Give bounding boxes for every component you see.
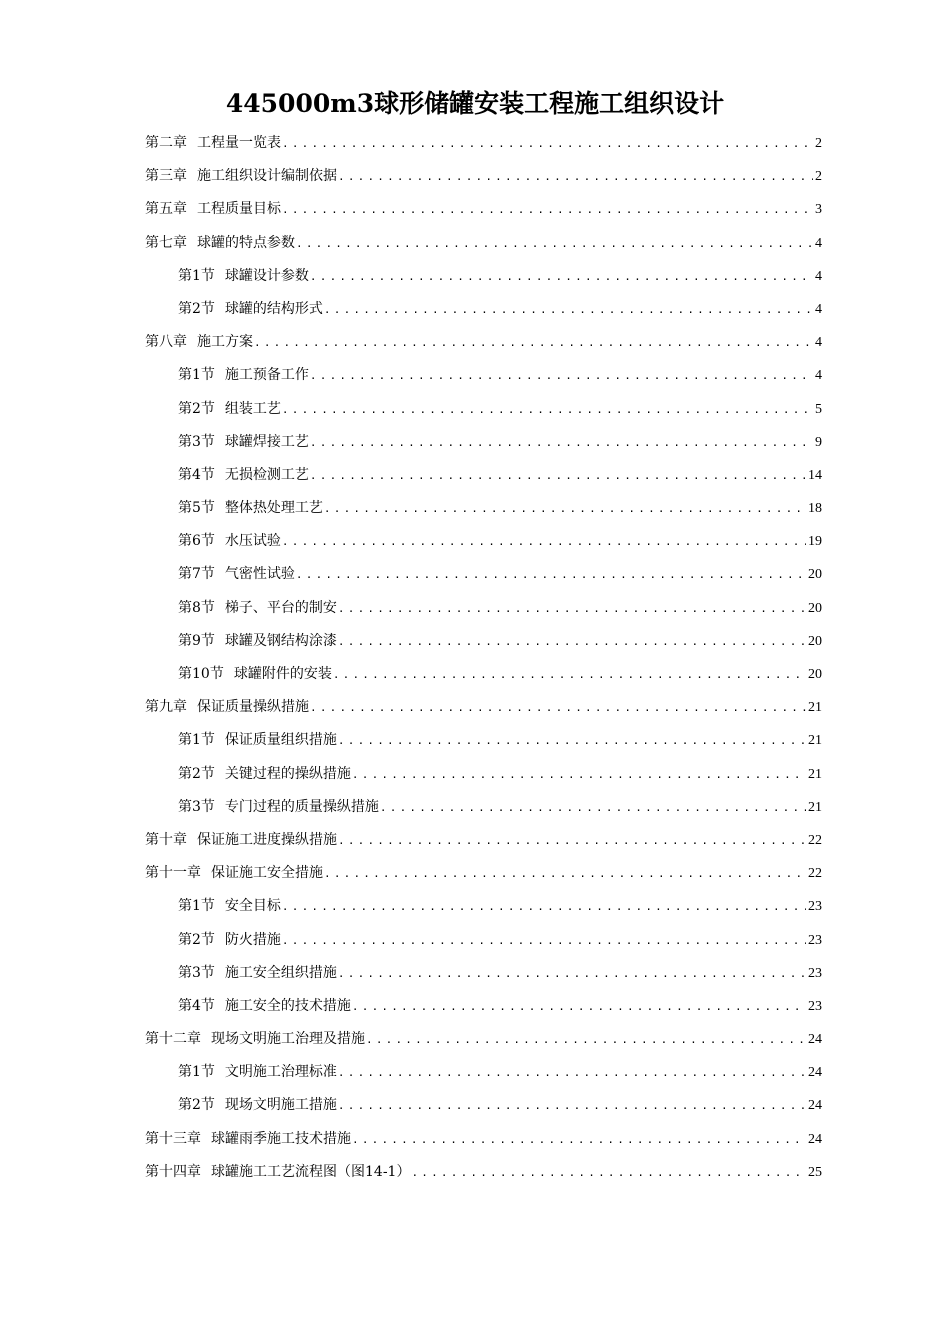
- toc-chapter-entry[interactable]: [145, 227, 822, 260]
- toc-page-number: 23: [808, 965, 822, 981]
- toc-dot-leader: [411, 1156, 806, 1189]
- toc-entry-title: 球罐雨季施工技术措施: [211, 1130, 351, 1147]
- toc-entry-number: 第1节: [178, 732, 215, 749]
- toc-entry-number: 第八章: [145, 334, 187, 351]
- toc-entry-label: [178, 924, 281, 957]
- toc-entry-title: 安全目标: [224, 898, 281, 915]
- toc-entry-number: 第十二章: [145, 1031, 201, 1048]
- toc-dot-leader: [282, 525, 806, 558]
- toc-dot-leader: [296, 558, 806, 591]
- toc-section-entry[interactable]: [145, 890, 822, 923]
- toc-chapter-entry[interactable]: [145, 824, 822, 857]
- toc-entry-number: 第6节: [178, 533, 215, 550]
- toc-dot-leader: [310, 459, 806, 492]
- toc-entry-title: 施工安全组织措施: [224, 964, 337, 981]
- toc-dot-leader: [310, 426, 813, 459]
- toc-entry-title: 施工安全的技术措施: [224, 997, 351, 1014]
- toc-entry-number: 第2节: [178, 931, 215, 948]
- toc-chapter-entry[interactable]: [145, 1023, 822, 1056]
- toc-entry-number: 第7节: [178, 566, 215, 583]
- toc-chapter-entry[interactable]: [145, 691, 822, 724]
- toc-entry-number: 第2节: [178, 300, 215, 317]
- toc-dot-leader: [338, 1089, 806, 1122]
- toc-entry-label: [178, 459, 309, 492]
- toc-entry-title: 现场文明施工措施: [224, 1097, 337, 1114]
- toc-entry-label: [145, 1156, 410, 1189]
- toc-entry-label: [145, 857, 323, 890]
- toc-dot-leader: [282, 393, 813, 426]
- toc-entry-title: 球罐附件的安装: [233, 666, 332, 682]
- toc-entry-title: 整体热处理工艺: [224, 500, 323, 517]
- toc-entry-number: 第3节: [178, 433, 215, 450]
- toc-chapter-entry[interactable]: [145, 857, 822, 890]
- toc-dot-leader: [310, 359, 813, 392]
- toc-entry-number: 第三章: [145, 168, 187, 185]
- toc-dot-leader: [338, 724, 806, 757]
- toc-page-number: 24: [808, 1131, 822, 1147]
- toc-section-entry[interactable]: [145, 492, 822, 525]
- toc-entry-title: 梯子、平台的制安: [224, 599, 337, 616]
- toc-entry-title: 防火措施: [224, 931, 281, 948]
- toc-entry-label: [145, 1023, 365, 1056]
- toc-page-number: 2: [815, 169, 822, 185]
- toc-dot-leader: [338, 1056, 806, 1089]
- toc-entry-title: 球罐设计参数: [224, 267, 309, 284]
- toc-entry-label: [178, 791, 379, 824]
- toc-dot-leader: [282, 890, 806, 923]
- toc-dot-leader: [338, 592, 806, 625]
- toc-entry-label: [178, 957, 337, 990]
- toc-dot-leader: [333, 658, 806, 691]
- toc-page-number: 20: [808, 567, 822, 583]
- toc-page-number: 14: [808, 467, 822, 483]
- toc-entry-number: 第4节: [178, 997, 215, 1014]
- toc-section-entry[interactable]: [145, 791, 822, 824]
- toc-dot-leader: [310, 260, 813, 293]
- toc-entry-title: 水压试验: [224, 533, 281, 550]
- toc-entry-label: [178, 758, 351, 791]
- toc-page-number: 9: [815, 434, 822, 450]
- table-of-contents: [145, 127, 822, 1189]
- toc-entry-number: 第4节: [178, 466, 215, 483]
- toc-page-number: 24: [808, 1098, 822, 1114]
- toc-section-entry[interactable]: [145, 592, 822, 625]
- toc-page-number: 22: [808, 866, 822, 882]
- toc-entry-title: 现场文明施工治理及措施: [211, 1031, 365, 1048]
- toc-entry-label: [145, 193, 281, 226]
- toc-entry-label: [145, 1123, 351, 1156]
- toc-entry-label: [178, 525, 281, 558]
- toc-page-number: 21: [808, 733, 822, 749]
- toc-entry-label: [145, 160, 337, 193]
- toc-page-number: 2: [815, 136, 822, 151]
- toc-entry-title: 球罐施工工艺流程图（图14-1）: [211, 1163, 411, 1180]
- toc-section-entry[interactable]: [145, 426, 822, 459]
- toc-entry-label: [178, 890, 281, 923]
- toc-page-number: 20: [808, 633, 822, 649]
- toc-page-number: 5: [815, 401, 822, 417]
- toc-chapter-entry[interactable]: [145, 1156, 822, 1189]
- toc-section-entry[interactable]: [145, 724, 822, 757]
- toc-section-entry[interactable]: [145, 625, 822, 658]
- toc-section-entry[interactable]: [145, 1056, 822, 1089]
- toc-page-number: 20: [808, 667, 822, 682]
- toc-dot-leader: [324, 857, 806, 890]
- toc-entry-number: 第1节: [178, 898, 215, 915]
- toc-dot-leader: [380, 791, 806, 824]
- toc-entry-number: 第9节: [178, 632, 215, 649]
- toc-entry-title: 保证施工安全措施: [211, 865, 323, 882]
- toc-page-number: 4: [815, 368, 822, 384]
- toc-page-number: 23: [808, 998, 822, 1014]
- toc-entry-title: 施工组织设计编制依据: [197, 168, 337, 185]
- toc-entry-number: 第七章: [145, 234, 187, 251]
- toc-page-number: 3: [815, 202, 822, 218]
- toc-dot-leader: [296, 227, 813, 260]
- toc-entry-number: 第3节: [178, 964, 215, 981]
- toc-dot-leader: [324, 293, 813, 326]
- toc-entry-title: 文明施工治理标准: [224, 1064, 337, 1081]
- toc-entry-title: 关键过程的操纵措施: [224, 765, 351, 782]
- toc-entry-title: 气密性试验: [224, 566, 295, 583]
- toc-page-number: 4: [815, 301, 822, 317]
- toc-entry-number: 第十四章: [145, 1163, 201, 1180]
- toc-dot-leader: [338, 160, 813, 193]
- toc-entry-label: [178, 990, 351, 1023]
- toc-section-entry[interactable]: [145, 293, 822, 326]
- toc-chapter-entry[interactable]: [145, 326, 822, 359]
- toc-entry-label: [178, 260, 309, 293]
- toc-entry-label: [178, 293, 323, 326]
- toc-dot-leader: [282, 924, 806, 957]
- toc-entry-label: [178, 724, 337, 757]
- toc-page-number: 4: [815, 335, 822, 351]
- toc-page-number: 25: [808, 1164, 822, 1180]
- toc-entry-number: 第8节: [178, 599, 215, 616]
- toc-dot-leader: [366, 1023, 806, 1056]
- toc-entry-title: 球罐及钢结构涂漆: [224, 632, 337, 649]
- toc-entry-label: [178, 393, 281, 426]
- toc-section-entry[interactable]: [145, 924, 822, 957]
- toc-page-number: 21: [808, 766, 822, 782]
- toc-entry-label: [178, 658, 332, 691]
- toc-entry-label: [178, 426, 309, 459]
- toc-page-number: 18: [808, 501, 822, 517]
- toc-dot-leader: [324, 492, 806, 525]
- toc-entry-title: 组装工艺: [224, 400, 281, 417]
- toc-entry-label: [145, 326, 253, 359]
- toc-entry-title: 施工方案: [197, 334, 253, 351]
- toc-entry-label: [178, 625, 337, 658]
- toc-entry-label: [145, 227, 295, 260]
- toc-page-number: 24: [808, 1065, 822, 1081]
- toc-chapter-entry[interactable]: [145, 193, 822, 226]
- toc-entry-number: 第十章: [145, 831, 187, 848]
- toc-entry-title: 球罐焊接工艺: [224, 433, 309, 450]
- toc-page-number: 24: [808, 1032, 822, 1048]
- toc-entry-number: 第十一章: [145, 865, 201, 882]
- toc-entry-number: 第1节: [178, 267, 215, 284]
- toc-entry-label: [178, 1089, 337, 1122]
- toc-dot-leader: [254, 326, 813, 359]
- toc-entry-title: 保证质量组织措施: [224, 732, 337, 749]
- toc-entry-label: [145, 824, 337, 857]
- toc-chapter-entry[interactable]: [145, 1123, 822, 1156]
- toc-entry-label: [145, 127, 281, 160]
- toc-entry-number: 第1节: [178, 1064, 215, 1081]
- toc-page-number: 23: [808, 899, 822, 915]
- toc-entry-title: 球罐的特点参数: [197, 234, 295, 251]
- toc-entry-title: 保证施工进度操纵措施: [197, 831, 337, 848]
- toc-entry-label: [178, 592, 337, 625]
- toc-entry-number: 第2节: [178, 1097, 215, 1114]
- toc-dot-leader: [338, 824, 806, 857]
- toc-entry-number: 第2节: [178, 400, 215, 417]
- toc-section-entry[interactable]: [145, 525, 822, 558]
- toc-entry-title: 专门过程的质量操纵措施: [224, 798, 379, 815]
- toc-section-entry[interactable]: [145, 957, 822, 990]
- toc-dot-leader: [338, 957, 806, 990]
- toc-page-number: 4: [815, 268, 822, 284]
- toc-entry-number: 第二章: [145, 135, 187, 151]
- toc-entry-number: 第1节: [178, 367, 215, 384]
- toc-section-entry[interactable]: [145, 359, 822, 392]
- toc-entry-number: 第10节: [178, 666, 224, 682]
- toc-entry-label: [178, 558, 295, 591]
- toc-section-entry[interactable]: [145, 558, 822, 591]
- toc-entry-title: 工程量一览表: [197, 135, 281, 151]
- toc-dot-leader: [352, 1123, 806, 1156]
- toc-section-entry[interactable]: [145, 459, 822, 492]
- toc-page-number: 22: [808, 832, 822, 848]
- toc-entry-title: 施工预备工作: [224, 367, 309, 384]
- toc-entry-label: [178, 1056, 337, 1089]
- toc-dot-leader: [352, 990, 806, 1023]
- toc-entry-title: 球罐的结构形式: [224, 300, 323, 317]
- toc-entry-title: 保证质量操纵措施: [197, 699, 309, 716]
- toc-dot-leader: [282, 193, 813, 226]
- toc-section-entry[interactable]: [145, 393, 822, 426]
- toc-section-entry[interactable]: [145, 990, 822, 1023]
- toc-chapter-entry[interactable]: [145, 127, 822, 160]
- toc-entry-title: 无损检测工艺: [224, 466, 309, 483]
- toc-page-number: 4: [815, 235, 822, 251]
- page-title: 445000m3球形储罐安装工程施工组织设计: [225, 89, 725, 118]
- toc-entry-label: [178, 492, 323, 525]
- toc-dot-leader: [338, 625, 806, 658]
- toc-entry-number: 第2节: [178, 765, 215, 782]
- toc-dot-leader: [282, 127, 813, 160]
- toc-page-number: 23: [808, 932, 822, 948]
- toc-dot-leader: [310, 691, 806, 724]
- toc-entry-number: 第3节: [178, 798, 215, 815]
- toc-section-entry[interactable]: [145, 658, 822, 691]
- toc-entry-number: 第十三章: [145, 1130, 201, 1147]
- toc-entry-label: [178, 359, 309, 392]
- toc-entry-number: 第五章: [145, 201, 187, 218]
- toc-page-number: 21: [808, 700, 822, 716]
- toc-entry-label: [145, 691, 309, 724]
- toc-entry-number: 第九章: [145, 699, 187, 716]
- toc-section-entry[interactable]: [145, 260, 822, 293]
- toc-page-number: 20: [808, 600, 822, 616]
- toc-section-entry[interactable]: [145, 758, 822, 791]
- toc-dot-leader: [352, 758, 806, 791]
- toc-entry-title: 工程质量目标: [197, 201, 281, 218]
- toc-page-number: 21: [808, 799, 822, 815]
- toc-chapter-entry[interactable]: [145, 160, 822, 193]
- toc-page-number: 19: [808, 534, 822, 550]
- toc-entry-number: 第5节: [178, 500, 215, 517]
- toc-section-entry[interactable]: [145, 1089, 822, 1122]
